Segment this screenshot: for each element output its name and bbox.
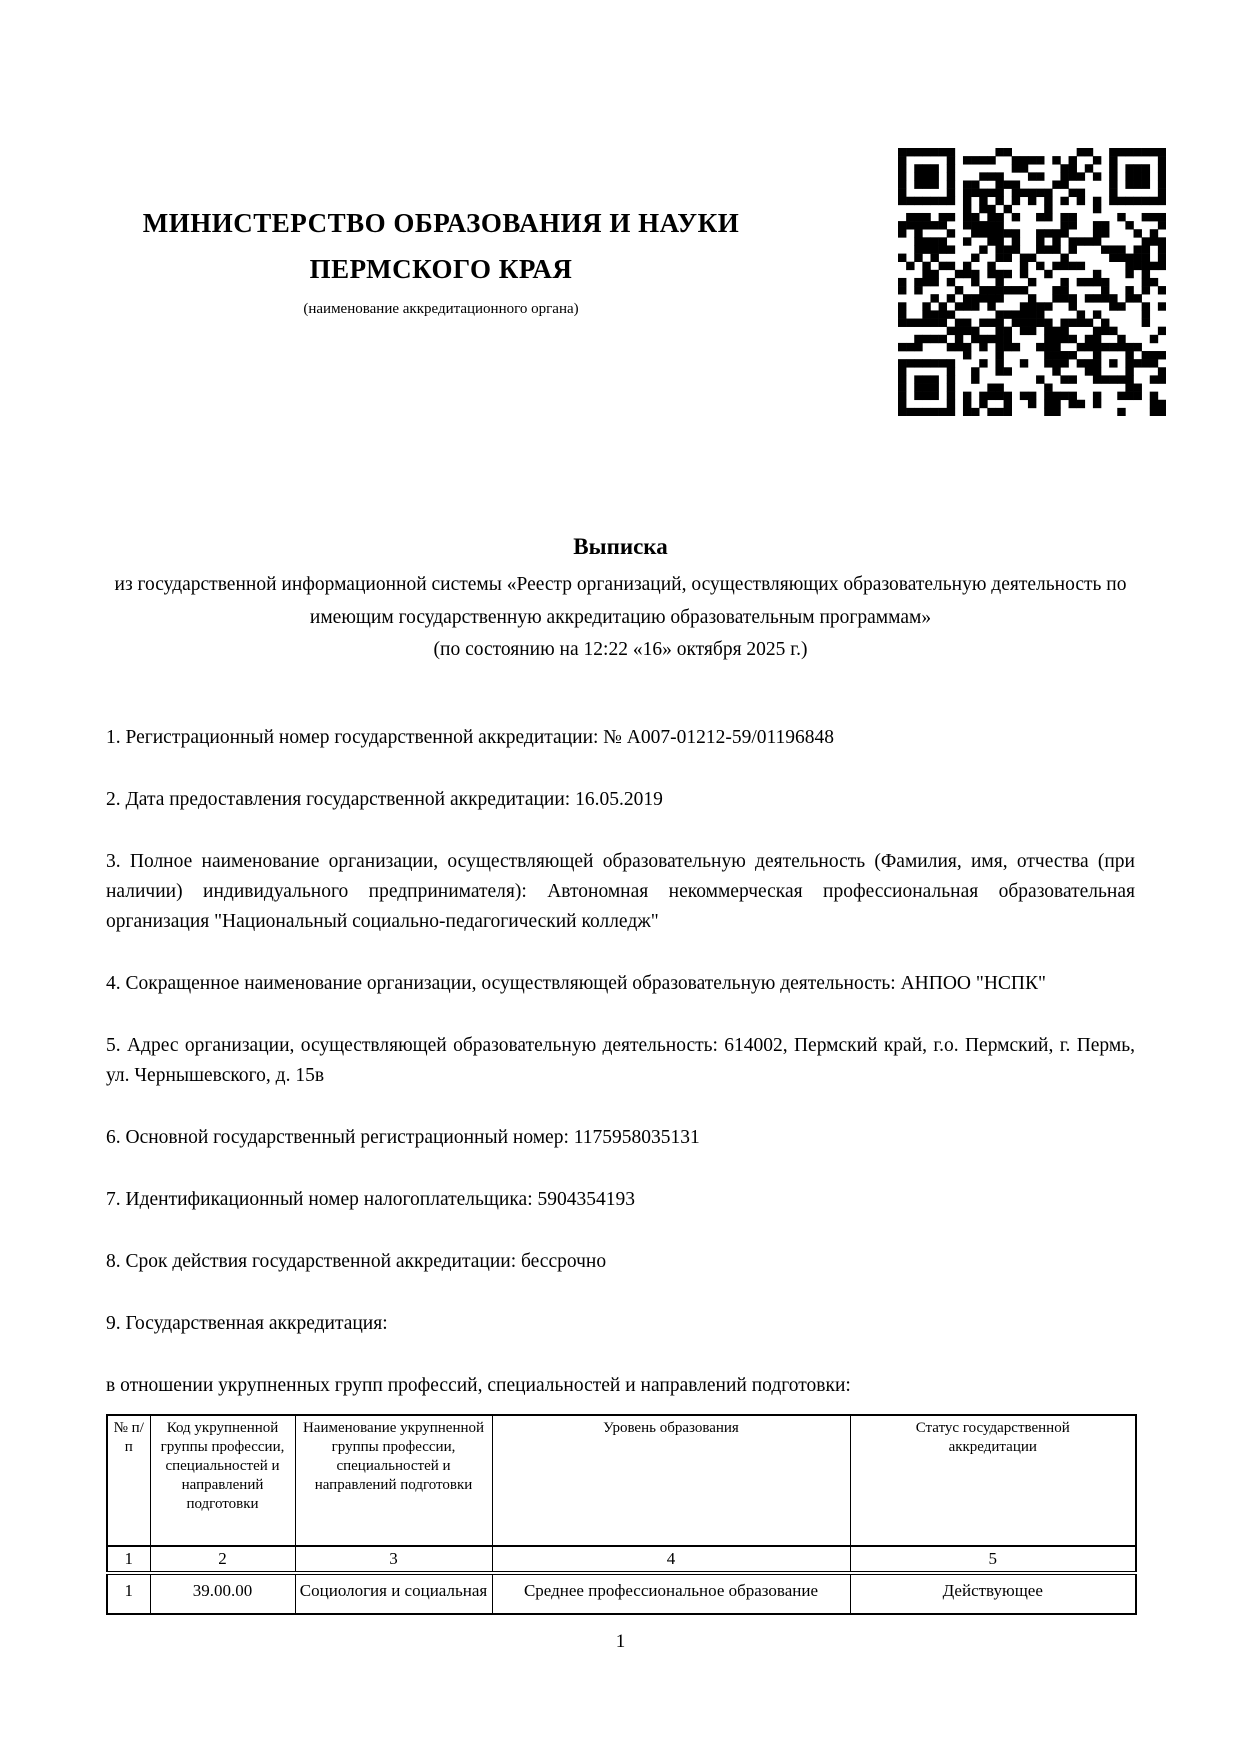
item-registration-number: 1. Регистрационный номер государственной аккредитации: № А007-01212-59/01196848 bbox=[106, 726, 835, 748]
item-validity: 8. Срок действия государственной аккредитации: бессрочно bbox=[106, 1250, 607, 1272]
col-header-education-level: Уровень образования bbox=[492, 1415, 850, 1546]
table-intro: в отношении укрупненных групп профессий, специальностей и направлений подготовки: bbox=[106, 1374, 851, 1396]
title-subtitle: из государственной информационной системы «Реестр организаций, осуществляющих образовательную деятельность по имеющим государственную аккредитацию образовательным программам» bbox=[114, 574, 1127, 628]
cell-education-level: Среднее профессиональное образование bbox=[492, 1573, 850, 1614]
accreditation-table bbox=[106, 1414, 1137, 1615]
col-header-group-name: Наименование укрупненной группы профессии, специальностей и направлений подготовки bbox=[295, 1415, 492, 1546]
cell-row-number: 1 bbox=[107, 1573, 150, 1614]
table-header-row bbox=[107, 1415, 1136, 1546]
page-title: Выписка bbox=[573, 534, 668, 559]
column-number: 1 bbox=[107, 1546, 150, 1573]
column-number: 4 bbox=[492, 1546, 850, 1573]
item-inn: 7. Идентификационный номер налогоплательщика: 5904354193 bbox=[106, 1188, 635, 1210]
col-header-status: Статус государственной аккредитации bbox=[850, 1415, 1136, 1546]
item-accreditation-date: 2. Дата предоставления государственной аккредитации: 16.05.2019 bbox=[106, 788, 663, 810]
column-number: 3 bbox=[295, 1546, 492, 1573]
ministry-name: МИНИСТЕРСТВО ОБРАЗОВАНИЯ И НАУКИ ПЕРМСКОГО КРАЯ bbox=[142, 208, 740, 284]
item-ogrn: 6. Основной государственный регистрационный номер: 1175958035131 bbox=[106, 1126, 700, 1148]
table-row bbox=[107, 1573, 1136, 1614]
cell-group-code: 39.00.00 bbox=[150, 1573, 295, 1614]
page-number: 1 bbox=[615, 1630, 626, 1652]
item-state-accreditation: 9. Государственная аккредитация: bbox=[106, 1312, 388, 1334]
item-full-name: 3. Полное наименование организации, осуществляющей образовательную деятельность (Фамилия, имя, отчества (при наличии) индивидуального предпринимателя): Автономная некоммерческая профессиональная образовательная организация "Национальный социально-педагогический колледж" bbox=[106, 850, 1135, 932]
cell-status: Действующее bbox=[850, 1573, 1136, 1614]
ministry-caption: (наименование аккредитационного органа) bbox=[303, 301, 579, 317]
table-column-numbers-row bbox=[107, 1546, 1136, 1573]
ministry-block bbox=[85, 200, 797, 318]
qr-code bbox=[898, 148, 1166, 416]
column-number: 2 bbox=[150, 1546, 295, 1573]
col-header-code: Код укрупненной группы профессии, специальностей и направлений подготовки bbox=[150, 1415, 295, 1546]
title-as-of-date: (по состоянию на 12:22 «16» октября 2025 г.) bbox=[433, 639, 808, 660]
cell-group-name: Социология и социальная bbox=[295, 1573, 492, 1614]
col-header-number: № п/п bbox=[107, 1415, 150, 1546]
document-body bbox=[106, 532, 1135, 1653]
item-short-name: 4. Сокращенное наименование организации, осуществляющей образовательную деятельность: АНПОО "НСПК" bbox=[106, 972, 1046, 994]
document-header bbox=[0, 0, 1241, 532]
item-address: 5. Адрес организации, осуществляющей образовательную деятельность: 614002, Пермский край, г.о. Пермский, г. Пермь, ул. Чернышевского, д. 15в bbox=[106, 1034, 1135, 1086]
column-number: 5 bbox=[850, 1546, 1136, 1573]
